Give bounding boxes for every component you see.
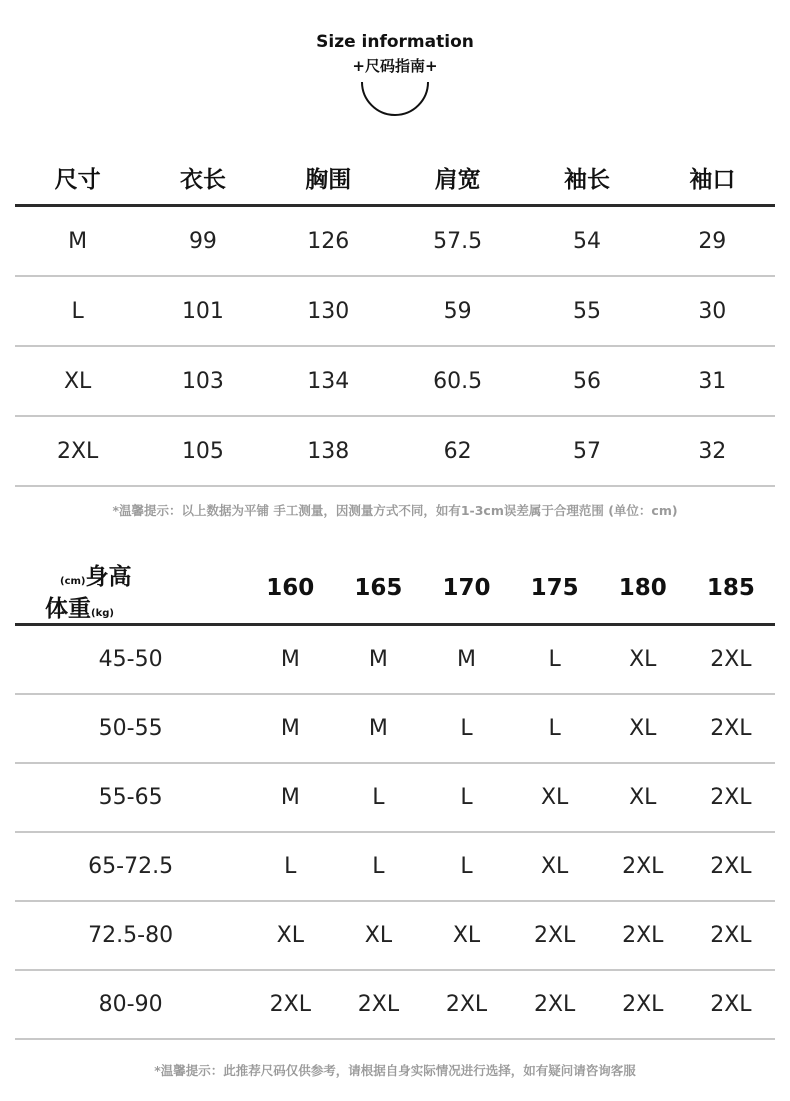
weight-range-cell: 72.5-80 [15, 901, 246, 970]
table-cell: 134 [266, 346, 391, 416]
corner-header [15, 552, 246, 625]
table-cell: 2XL [246, 970, 334, 1039]
table-cell: 2XL [422, 970, 510, 1039]
height-header: 175 [511, 552, 599, 625]
table-cell: M [334, 625, 422, 695]
recommendation-note: *温馨提示：此推荐尺码仅供参考，请根据自身实际情况进行选择，如有疑问请咨询客服 [154, 1063, 636, 1078]
table-cell: 62 [391, 416, 524, 486]
table-cell: 57.5 [391, 206, 524, 277]
table-cell: 30 [650, 276, 775, 346]
height-header: 160 [246, 552, 334, 625]
table-cell: 32 [650, 416, 775, 486]
table-cell: 55 [524, 276, 649, 346]
table-row [15, 901, 775, 970]
table-row [15, 276, 775, 346]
table-header-row [15, 552, 775, 625]
table-cell: 103 [140, 346, 265, 416]
table-cell: 2XL [687, 763, 775, 832]
table-cell: XL [599, 625, 687, 695]
table-row [15, 763, 775, 832]
table-cell: M [246, 763, 334, 832]
table-cell: 2XL [599, 901, 687, 970]
table-row [15, 206, 775, 277]
table-cell: L [422, 832, 510, 901]
table-row [15, 416, 775, 486]
weight-unit: (kg) [91, 608, 114, 619]
table-cell: XL [422, 901, 510, 970]
table-cell: M [246, 625, 334, 695]
size-recommendation-table [15, 552, 775, 1040]
table-cell: 2XL [687, 625, 775, 695]
table-cell: M [15, 206, 140, 277]
height-header: 180 [599, 552, 687, 625]
table-cell: L [422, 763, 510, 832]
table-cell: L [334, 763, 422, 832]
table-cell: 2XL [687, 970, 775, 1039]
height-label: 身高 [85, 564, 132, 590]
table-cell: 138 [266, 416, 391, 486]
table-cell: 2XL [15, 416, 140, 486]
column-header: 尺寸 [15, 150, 140, 206]
table-row [15, 625, 775, 695]
table-row [15, 832, 775, 901]
table-row [15, 970, 775, 1039]
table-cell: L [15, 276, 140, 346]
table-cell: 59 [391, 276, 524, 346]
height-header: 165 [334, 552, 422, 625]
height-unit: (cm) [60, 576, 86, 587]
table-cell: XL [511, 832, 599, 901]
column-header: 衣长 [140, 150, 265, 206]
weight-label: 体重 [45, 596, 91, 622]
weight-range-cell: 45-50 [15, 625, 246, 695]
table-cell: 2XL [687, 901, 775, 970]
table-cell: 99 [140, 206, 265, 277]
table-cell: 2XL [599, 832, 687, 901]
table-cell: M [334, 694, 422, 763]
weight-range-cell: 65-72.5 [15, 832, 246, 901]
table-cell: 56 [524, 346, 649, 416]
table-cell: 29 [650, 206, 775, 277]
weight-range-cell: 55-65 [15, 763, 246, 832]
column-header: 胸围 [266, 150, 391, 206]
table-cell: XL [334, 901, 422, 970]
table-cell: XL [246, 901, 334, 970]
table-cell: 57 [524, 416, 649, 486]
table-cell: 60.5 [391, 346, 524, 416]
table-cell: L [511, 625, 599, 695]
column-header: 肩宽 [391, 150, 524, 206]
table-cell: 2XL [334, 970, 422, 1039]
table-cell: 126 [266, 206, 391, 277]
title-chinese: +尺码指南+ [352, 57, 438, 75]
table-cell: 130 [266, 276, 391, 346]
height-header: 185 [687, 552, 775, 625]
size-measurement-table [15, 150, 775, 487]
table-cell: XL [15, 346, 140, 416]
title-english: Size information [316, 32, 474, 52]
table-cell: 105 [140, 416, 265, 486]
measurement-note: *温馨提示：以上数据为平铺 手工测量，因测量方式不同，如有1-3cm误差属于合理范围 (单位：cm) [112, 503, 678, 518]
table-cell: XL [599, 763, 687, 832]
table-cell: M [246, 694, 334, 763]
table-cell: L [246, 832, 334, 901]
table-cell: L [334, 832, 422, 901]
table-cell: L [511, 694, 599, 763]
column-header: 袖长 [524, 150, 649, 206]
table-cell: XL [511, 763, 599, 832]
weight-range-cell: 80-90 [15, 970, 246, 1039]
table-cell: 2XL [687, 832, 775, 901]
table-cell: 31 [650, 346, 775, 416]
table-cell: M [422, 625, 510, 695]
weight-range-cell: 50-55 [15, 694, 246, 763]
table-row [15, 694, 775, 763]
table-cell: 101 [140, 276, 265, 346]
table-cell: 2XL [687, 694, 775, 763]
table-cell: XL [599, 694, 687, 763]
table-cell: 54 [524, 206, 649, 277]
table-cell: 2XL [599, 970, 687, 1039]
table-cell: 2XL [511, 901, 599, 970]
table-row [15, 346, 775, 416]
table-header-row [15, 150, 775, 206]
table-cell: 2XL [511, 970, 599, 1039]
height-header: 170 [422, 552, 510, 625]
column-header: 袖口 [650, 150, 775, 206]
table-cell: L [422, 694, 510, 763]
decorative-arc-icon [360, 80, 430, 116]
